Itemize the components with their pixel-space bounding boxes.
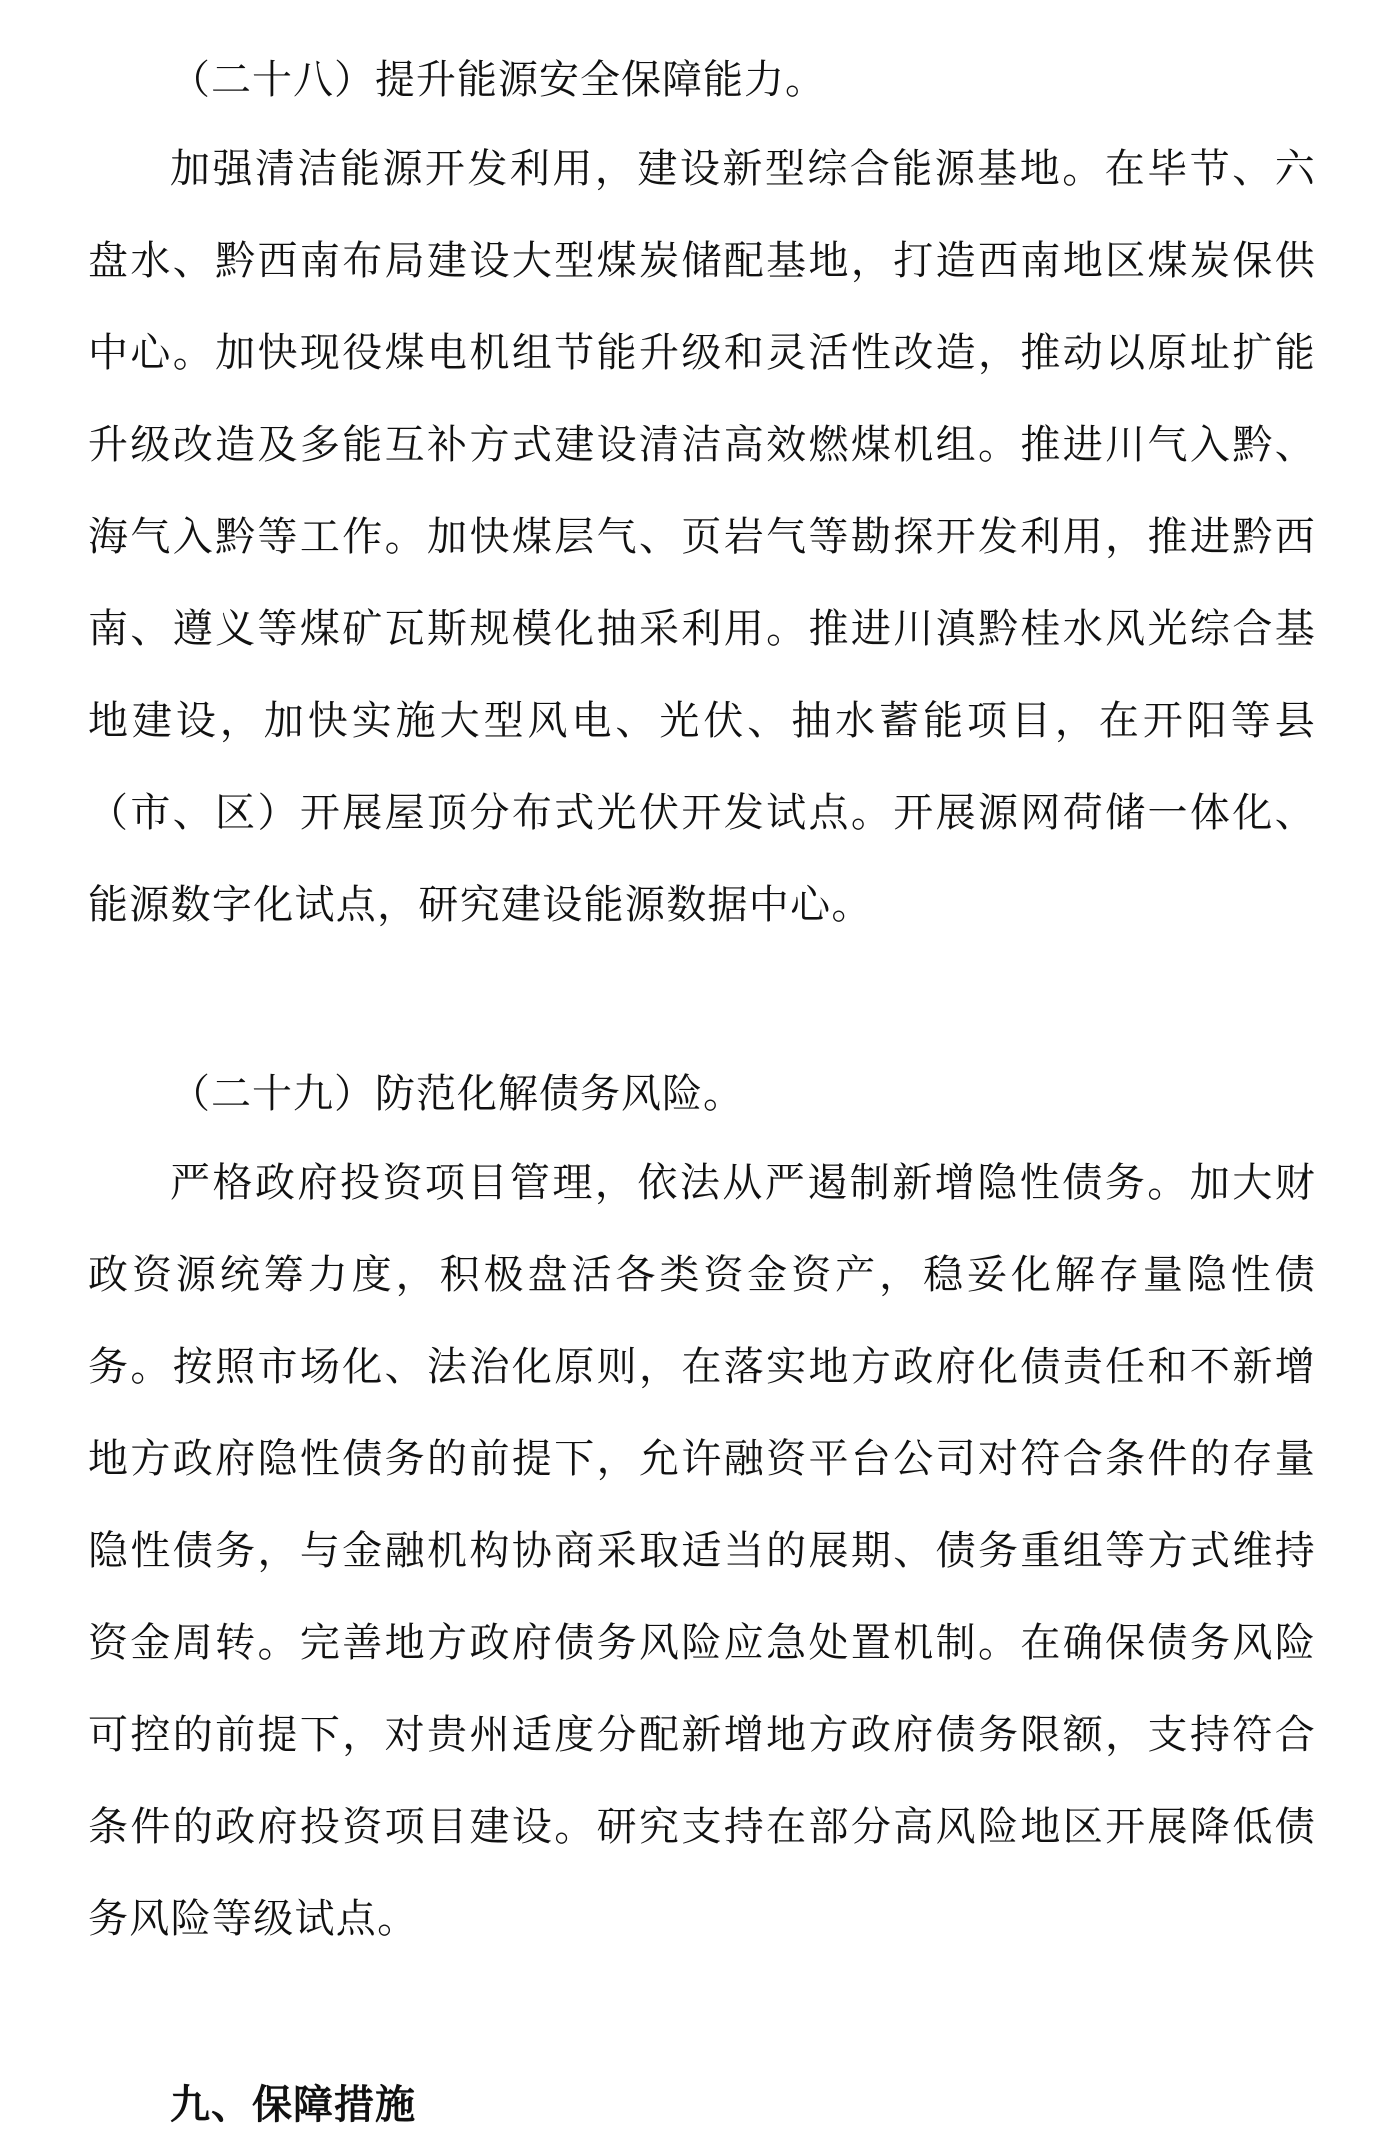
section-body-29: 严格政府投资项目管理，依法从严遏制新增隐性债务。加大财政资源统筹力度，积极盘活各类资金资产，稳妥化解存量隐性债务。按照市场化、法治化原则，在落实地方政府化债责任和不新增地方政府隐性债务的前提下，允许融资平台公司对符合条件的存量隐性债务，与金融机构协商采取适当的展期、债务重组等方式维持资金周转。完善地方政府债务风险应急处置机制。在确保债务风险可控的前提下，对贵州适度分配新增地方政府债务限额，支持符合条件的政府投资项目建设。研究支持在部分高风险地区开展降低债务风险等级试点。 — [88, 1160, 1316, 1942]
section-heading-28: （二十八）提升能源安全保障能力。 — [170, 57, 826, 103]
chapter-heading-9: 九、保障措施 — [170, 2082, 416, 2128]
document-page — [88, 55, 1316, 2130]
section-heading-29: （二十九）防范化解债务风险。 — [170, 1071, 744, 1117]
section-body-28: 加强清洁能源开发利用，建设新型综合能源基地。在毕节、六盘水、黔西南布局建设大型煤炭储配基地，打造西南地区煤炭保供中心。加快现役煤电机组节能升级和灵活性改造，推动以原址扩能升级改造及多能互补方式建设清洁高效燃煤机组。推进川气入黔、海气入黔等工作。加快煤层气、页岩气等勘探开发利用，推进黔西南、遵义等煤矿瓦斯规模化抽采利用。推进川滇黔桂水风光综合基地建设，加快实施大型风电、光伏、抽水蓄能项目，在开阳等县（市、区）开展屋顶分布式光伏开发试点。开展源网荷储一体化、能源数字化试点，研究建设能源数据中心。 — [88, 146, 1316, 928]
